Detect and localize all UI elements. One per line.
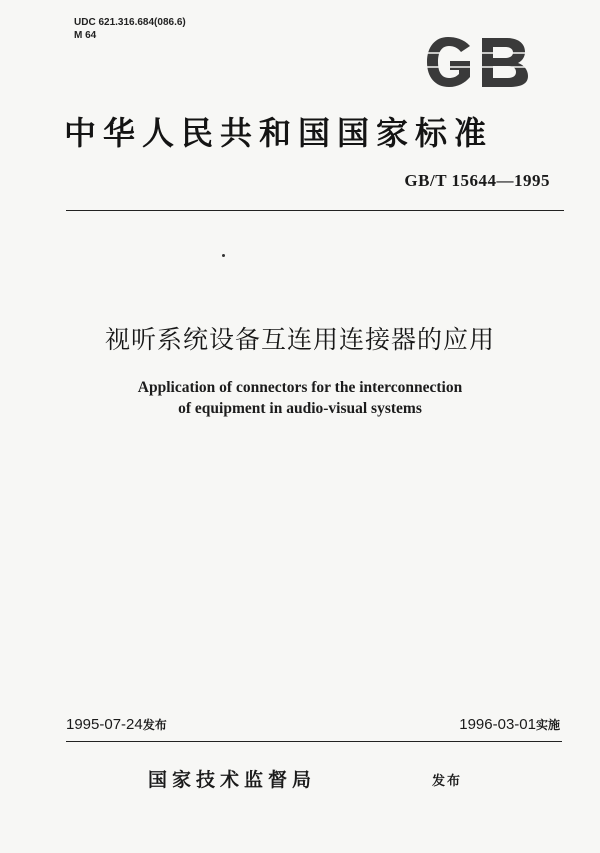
issue-date-value: 1995-07-24	[66, 716, 143, 733]
footer-divider	[66, 741, 562, 742]
document-title-chinese: 视听系统设备互连用连接器的应用	[104, 325, 495, 354]
english-title-line-2: of equipment in audio-visual systems	[178, 400, 422, 417]
category-code: M 64	[74, 30, 97, 41]
issuing-authority-suffix: 发布	[432, 774, 463, 789]
udc-classification	[74, 16, 186, 42]
gb-logo	[424, 34, 532, 90]
issue-date-suffix: 发布	[142, 718, 167, 732]
print-speck	[222, 254, 225, 257]
national-standard-title: 中华人民共和国国家标准	[64, 114, 494, 152]
issue-date	[66, 716, 167, 733]
issuing-authority: 国家技术监督局	[148, 769, 317, 791]
standard-number: GB/T 15644—1995	[404, 171, 550, 190]
implementation-date	[459, 716, 560, 733]
english-title-line-1: Application of connectors for the interconnection	[137, 379, 463, 396]
header-divider	[66, 210, 564, 211]
udc-code: UDC 621.316.684(086.6)	[74, 17, 186, 28]
implementation-date-value: 1996-03-01	[459, 716, 536, 733]
document-title-english	[0, 377, 600, 419]
implementation-date-suffix: 实施	[535, 718, 560, 732]
